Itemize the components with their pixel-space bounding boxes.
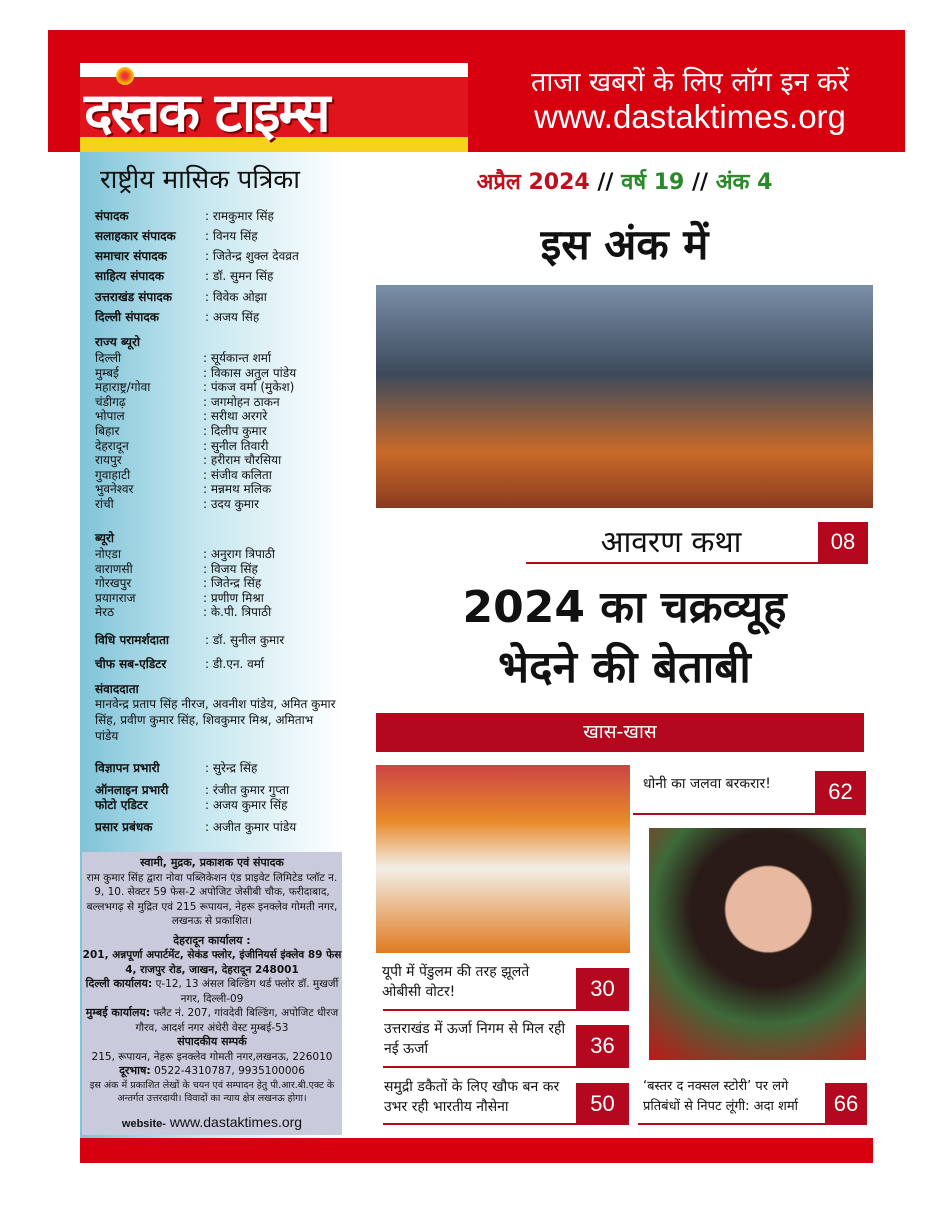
staff-row <box>95 759 258 776</box>
person-name: : पंकज वर्मा (मुकेश) <box>203 380 295 395</box>
role-label: प्रसार प्रबंधक <box>95 820 153 834</box>
role-label: चीफ सब-एडिटर <box>95 657 167 671</box>
role-label: देहरादून <box>95 438 129 453</box>
imprint-owner-title: स्वामी, मुद्रक, प्रकाशक एवं संपादक <box>140 856 284 869</box>
divider <box>526 562 868 564</box>
state-bureau-title: राज्य ब्यूरो <box>95 335 141 349</box>
role-label: महाराष्ट्र/गोवा <box>95 380 151 395</box>
issue-number: अंक 4 <box>715 170 773 195</box>
role-label: विधि परामर्शदाता <box>95 633 170 647</box>
separator: // <box>684 170 716 195</box>
bureau-title: ब्यूरो <box>95 531 114 545</box>
delhi-label: दिल्ली कार्यालय: <box>85 977 153 990</box>
staff-row <box>95 818 297 835</box>
cover-story-photo[interactable] <box>376 285 873 508</box>
up-politics-photo[interactable] <box>376 765 630 953</box>
bureau-row <box>95 603 272 620</box>
chief-sub-row <box>95 655 265 672</box>
editor-row <box>95 247 299 264</box>
website-label: website- <box>121 1117 166 1130</box>
delhi-address: ए-12, 13 अंसल बिल्डिंग थर्ड फ्लोर डॉ. मुखर्जी नगर, दिल्ली-09 <box>155 978 339 1005</box>
role-label: मेरठ <box>95 605 115 620</box>
divider <box>638 1123 867 1125</box>
person-name: : रामकुमार सिंह <box>205 209 274 223</box>
editor-row <box>95 308 260 325</box>
article-title[interactable]: समुद्री डकैतों के लिए खौफ बन कर उभर रही भारतीय नौसेना <box>384 1079 560 1115</box>
article-page[interactable]: 50 <box>576 1083 629 1124</box>
person-name: : डॉ. सुमन सिंह <box>205 269 274 283</box>
person-name: : सूर्यकान्त शर्मा <box>203 351 272 365</box>
article-title[interactable]: ‘बस्तर द नक्सल स्टोरी’ पर लगे प्रतिबंधों से निपट लूंगी: अदा शर्मा <box>643 1079 798 1114</box>
issue-month: अप्रैल 2024 <box>476 170 590 195</box>
role-label: फोटो एडिटर <box>95 798 148 812</box>
mumbai-address: फ्लैट नं. 207, गांवदेवी बिल्डिंग, अपोजिट धीरज गौरव, आदर्श नगर अंधेरी वेस्ट मुम्बई-53 <box>135 1007 339 1034</box>
person-name: : विजय सिंह <box>203 561 258 576</box>
role-label: सलाहकार संपादक <box>95 229 176 243</box>
person-name: : जितेन्द्र सिंह <box>203 576 262 591</box>
role-label: गोरखपुर <box>95 576 132 591</box>
imprint-website[interactable]: www.dastaktimes.org <box>169 1113 303 1130</box>
role-label: रांची <box>95 497 114 511</box>
promo-line: ताजा खबरों के लिए लॉग इन करें <box>531 67 849 98</box>
imprint-owner-text: राम कुमार सिंह द्वारा नोवा पब्लिकेशन एंड प्राइवेट लिमिटेड प्लॉट न. 9, 10. सेक्टर 59 फेस-2 अपोजिट जेसीबी चौक, फरीदाबाद, बल्लभगढ़ से मुद्रित एवं 215 रूपायन, नेहरू इनक्लेव गोमती नगर, लखनऊ से प्रकाशित। <box>86 871 338 927</box>
person-name: : दिलीप कुमार <box>203 424 267 438</box>
person-name: : डी.एन. वर्मा <box>205 657 265 671</box>
bureau-row <box>95 495 259 512</box>
article-page[interactable]: 30 <box>576 968 629 1010</box>
role-label: दिल्ली <box>95 351 122 365</box>
article-title[interactable]: यूपी में पेंडुलम की तरह झूलते ओबीसी वोटर! <box>382 964 530 1000</box>
separator: // <box>589 170 622 195</box>
person-name: : संजीव कलिता <box>203 467 272 482</box>
contents-heading: इस अंक में <box>540 220 709 269</box>
divider <box>383 1009 629 1011</box>
editor-row <box>95 227 258 244</box>
cover-story-label: आवरण कथा <box>600 525 742 560</box>
role-label: ऑनलाइन प्रभारी <box>95 783 169 797</box>
person-name: : रंजीत कुमार गुप्ता <box>205 783 290 797</box>
cover-story-page[interactable]: 08 <box>818 522 868 562</box>
dehradun-title: देहरादून कार्यालय : <box>173 933 251 947</box>
role-label: बिहार <box>95 424 120 438</box>
issue-dateline <box>376 166 873 196</box>
person-name: : जितेन्द्र शुक्ल देवव्रत <box>205 249 299 263</box>
mumbai-label: मुम्बई कार्यालय: <box>85 1006 151 1019</box>
disclaimer: इस अंक में प्रकाशित लेखों के चयन एवं सम्पादन हेतु पी.आर.बी.एक्ट के अन्तर्गत उत्तरदायी। विवादों का न्याय क्षेत्र लखनऊ होगा। <box>89 1079 335 1104</box>
khas-khas-banner: खास-खास <box>376 713 864 752</box>
cover-headline[interactable] <box>376 578 873 698</box>
editor-row <box>95 267 274 284</box>
role-label: दिल्ली संपादक <box>95 310 159 324</box>
article-title[interactable]: धोनी का जलवा बरकरार! <box>643 776 771 792</box>
phone: 0522-4310787, 9935100006 <box>154 1065 305 1077</box>
divider <box>633 813 866 815</box>
logo-text: दस्तक टाइम्स <box>84 81 329 144</box>
dehradun-address: 201, अन्नपूर्णा अपार्टमेंट, सेकंड फ्लोर, इंजीनियर्स इंक्लेव 89 फेस 4, राजपुर रोड, जाखन, देहरादून 248001 <box>82 949 342 976</box>
divider <box>383 1123 629 1125</box>
person-name: : सुरेन्द्र सिंह <box>205 761 258 775</box>
role-label: वाराणसी <box>95 561 133 576</box>
correspondents-list: मानवेन्द्र प्रताप सिंह नीरज, अवनीश पांडेय, अमित कुमार सिंह, प्रवीण कुमार सिंह, शिवकुमार मिश्र, अमिताभ पांडेय <box>95 697 336 743</box>
person-name: : डॉ. सुनील कुमार <box>205 633 285 647</box>
person-name: : प्रणीण मिश्रा <box>203 590 264 605</box>
person-name: : अजीत कुमार पांडेय <box>205 820 297 834</box>
person-name: : के.पी. त्रिपाठी <box>203 605 272 620</box>
person-name: : उदय कुमार <box>203 497 259 511</box>
headline-line-1: 2024 का चक्रव्यूह <box>462 582 787 633</box>
person-name: : जगमोहन ठाकन <box>203 394 280 409</box>
article-page[interactable]: 62 <box>815 771 866 813</box>
issue-year: वर्ष 19 <box>621 170 685 195</box>
role-label: विज्ञापन प्रभारी <box>95 761 160 775</box>
magazine-tagline: राष्ट्रीय मासिक पत्रिका <box>100 165 301 195</box>
role-label: प्रयागराज <box>95 590 136 605</box>
contact-title: संपादकीय सम्पर्क <box>177 1035 247 1048</box>
person-name: : सुनील तिवारी <box>203 438 269 453</box>
role-label: मुम्बई <box>95 365 119 380</box>
role-label: साहित्य संपादक <box>95 269 164 283</box>
article-title[interactable]: उत्तराखंड में ऊर्जा निगम से मिल रही नई ऊर्जा <box>384 1021 566 1057</box>
role-label: संपादक <box>95 209 129 223</box>
person-name: : मन्नमथ मलिक <box>203 482 272 497</box>
correspondents-title: संवाददाता <box>95 682 139 696</box>
role-label: भुवनेश्वर <box>95 482 134 497</box>
role-label: उत्तराखंड संपादक <box>95 290 172 304</box>
headline-line-2: भेदने की बेताबी <box>498 642 751 693</box>
person-name: : विवेक ओझा <box>205 290 267 304</box>
role-label: रायपुर <box>95 453 122 468</box>
person-name: : अजय सिंह <box>205 310 260 324</box>
person-name: : अनुराग त्रिपाठी <box>203 547 276 561</box>
phone-label: दूरभाष: <box>119 1064 151 1077</box>
website-link[interactable]: www.dastaktimes.org <box>534 98 846 135</box>
contact-address: 215, रूपायन, नेहरू इनक्लेव गोमती नगर,लखनऊ, 226010 <box>91 1050 333 1063</box>
role-label: गुवाहाटी <box>95 467 131 482</box>
person-name: : विकास अतुल पांडेय <box>203 365 297 380</box>
footer-bar <box>80 1138 873 1163</box>
person-name: : सरीथा अरगरे <box>203 409 268 424</box>
imprint-box <box>82 852 342 1135</box>
article-page[interactable]: 36 <box>576 1025 629 1067</box>
logo <box>80 63 468 152</box>
role-label: भोपाल <box>95 409 125 424</box>
divider <box>383 1066 629 1068</box>
person-name: : हरीराम चौरसिया <box>203 453 282 468</box>
person-name: : अजय कुमार सिंह <box>205 798 288 812</box>
editor-row <box>95 288 267 305</box>
article-page[interactable]: 66 <box>825 1083 867 1124</box>
person-name: : विनय सिंह <box>205 229 258 243</box>
role-label: चंडीगढ़ <box>95 394 126 409</box>
staff-row <box>95 796 288 813</box>
role-label: समाचार संपादक <box>95 249 167 263</box>
adah-sharma-photo[interactable] <box>649 828 866 1060</box>
legal-row <box>95 631 285 648</box>
role-label: नोएडा <box>95 547 121 561</box>
editor-row <box>95 207 274 224</box>
